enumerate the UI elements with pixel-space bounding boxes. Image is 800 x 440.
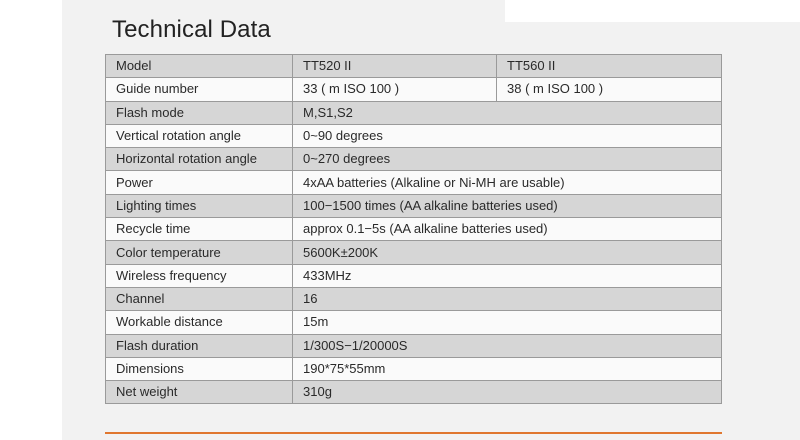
table-row-model [106,55,722,78]
table-row [106,218,722,241]
table-row [106,148,722,171]
row-label: Lighting times [106,194,293,217]
row-value: 0~90 degrees [293,124,722,147]
table-row-guide-number [106,78,722,101]
row-value: 433MHz [293,264,722,287]
row-label: Flash mode [106,101,293,124]
model-a-cell: TT520 II [293,55,497,78]
row-label: Recycle time [106,218,293,241]
row-label: Vertical rotation angle [106,124,293,147]
table-row [106,287,722,310]
table-row [106,101,722,124]
model-a-cell: 33 ( m ISO 100 ) [293,78,497,101]
row-value: 190*75*55mm [293,357,722,380]
row-label: Dimensions [106,357,293,380]
table-row [106,171,722,194]
table-row [106,334,722,357]
row-value: 0~270 degrees [293,148,722,171]
row-value: 310g [293,381,722,404]
row-value: 16 [293,287,722,310]
table-row [106,241,722,264]
row-label: Guide number [106,78,293,101]
row-value: M,S1,S2 [293,101,722,124]
table-row [106,311,722,334]
panel-corner [505,0,800,22]
row-value: 5600K±200K [293,241,722,264]
page-title: Technical Data [112,16,271,43]
table-row [106,357,722,380]
row-label: Power [106,171,293,194]
technical-data-table [105,54,722,404]
row-label: Wireless frequency [106,264,293,287]
row-value: 100−1500 times (AA alkaline batteries used) [293,194,722,217]
row-value: 1/300S−1/20000S [293,334,722,357]
row-label: Workable distance [106,311,293,334]
accent-divider [105,432,722,434]
row-label: Model [106,55,293,78]
row-value: approx 0.1−5s (AA alkaline batteries used) [293,218,722,241]
table-row [106,194,722,217]
row-label: Color temperature [106,241,293,264]
row-label: Flash duration [106,334,293,357]
table-row [106,264,722,287]
row-label: Channel [106,287,293,310]
table-row [106,124,722,147]
model-b-cell: TT560 II [497,55,722,78]
row-value: 15m [293,311,722,334]
row-value: 4xAA batteries (Alkaline or Ni-MH are usable) [293,171,722,194]
table-row [106,381,722,404]
row-label: Net weight [106,381,293,404]
row-label: Horizontal rotation angle [106,148,293,171]
model-b-cell: 38 ( m ISO 100 ) [497,78,722,101]
